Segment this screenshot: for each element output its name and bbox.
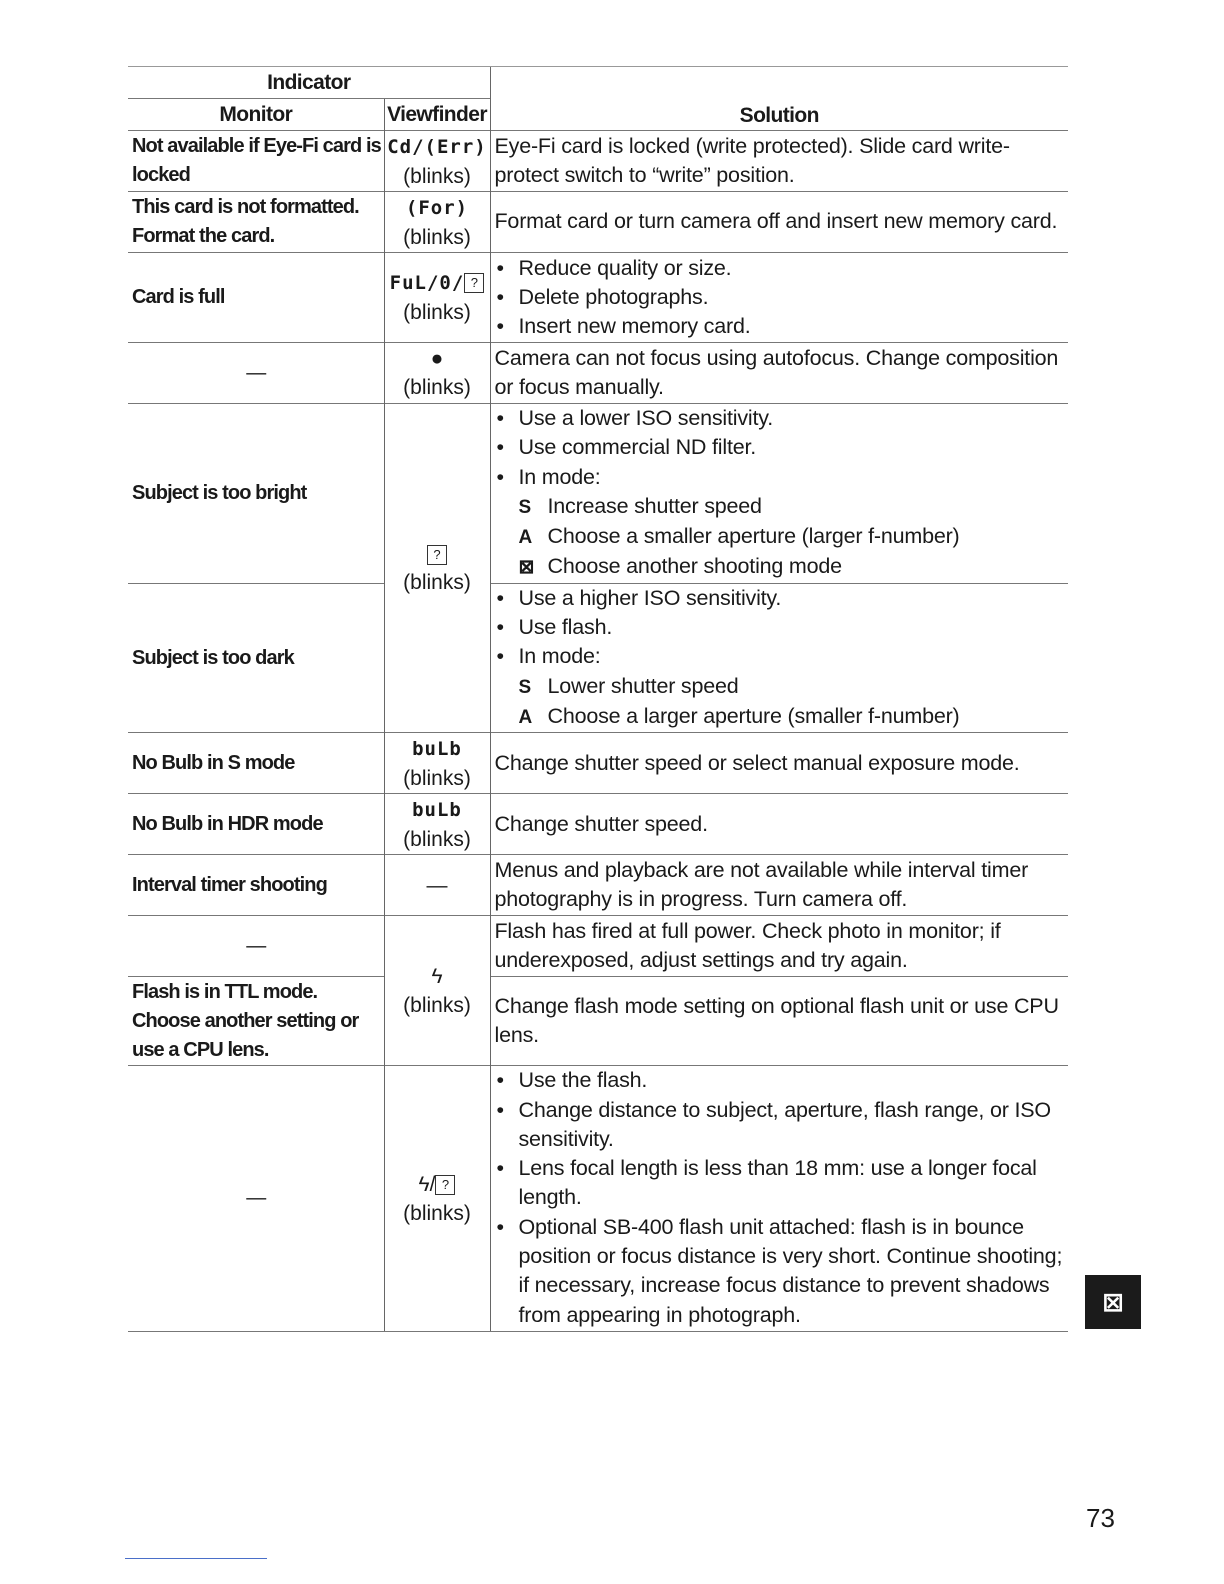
monitor-cell: Subject is too dark (128, 583, 384, 732)
mode-text: Increase shutter speed (547, 493, 762, 518)
blinks-label: (blinks) (403, 225, 471, 249)
mode-line (495, 672, 1069, 702)
monitor-cell: Not available if Eye-Fi card is locked (128, 131, 384, 192)
mode-text: Choose a larger aperture (smaller f-number) (547, 703, 960, 728)
monitor-cell: Card is full (128, 253, 384, 343)
solution-bullet: • Use flash. (495, 613, 1069, 642)
mode-key: A (518, 527, 533, 549)
monitor-cell: — (128, 1066, 384, 1332)
scene-mode-icon: ⊠ (518, 557, 535, 579)
monitor-cell: — (128, 343, 384, 404)
mode-line (495, 492, 1069, 522)
mode-line (495, 702, 1069, 732)
solution-bullet: • Lens focal length is less than 18 mm: use a longer focal length. (495, 1154, 1069, 1213)
footer-rule (125, 1558, 267, 1559)
viewfinder-cell (384, 404, 490, 733)
solution-cell: Change flash mode setting on optional flash unit or use CPU lens. (490, 977, 1068, 1066)
lcd-code: buLb (412, 798, 462, 821)
lcd-code: FuL/0/ (389, 272, 465, 294)
solution-bullet: • Reduce quality or size. (495, 254, 1069, 283)
viewfinder-cell (384, 343, 490, 404)
auto-mode-icon: ? (435, 1175, 455, 1195)
viewfinder-cell (384, 253, 490, 343)
solution-cell: Change shutter speed. (490, 794, 1068, 855)
solution-cell: Flash has fired at full power. Check photo in monitor; if underexposed, adjust settings and try again. (490, 916, 1068, 977)
lcd-code: Cd/(Err) (387, 135, 487, 158)
lcd-code: (For) (405, 196, 469, 219)
viewfinder-cell: — (384, 855, 490, 916)
solution-bullet: • In mode: (495, 463, 1069, 492)
monitor-cell: Interval timer shooting (128, 855, 384, 916)
solution-cell (490, 404, 1068, 584)
solution-bullet: • Use the flash. (495, 1066, 1069, 1095)
blinks-label: (blinks) (403, 827, 471, 851)
troubleshooting-tab-icon: ⊠ (1085, 1275, 1141, 1329)
monitor-cell: No Bulb in S mode (128, 733, 384, 794)
solution-cell: Camera can not focus using autofocus. Change composition or focus manually. (490, 343, 1068, 404)
error-message-table (128, 66, 1068, 1332)
solution-bullet: • Use a higher ISO sensitivity. (495, 584, 1069, 613)
solution-bullet: • In mode: (495, 642, 1069, 671)
viewfinder-cell (384, 1066, 490, 1332)
viewfinder-cell (384, 192, 490, 253)
mode-text: Lower shutter speed (547, 673, 739, 698)
monitor-line: This card is not formatted. (132, 196, 359, 218)
monitor-cell: No Bulb in HDR mode (128, 794, 384, 855)
monitor-cell: — (128, 916, 384, 977)
blinks-label: (blinks) (403, 164, 471, 188)
solution-cell (490, 1066, 1068, 1332)
solution-cell: Format card or turn camera off and insert new memory card. (490, 192, 1068, 253)
mode-key: A (518, 706, 533, 728)
auto-mode-icon: ? (427, 545, 447, 565)
focus-indicator-icon: ● (430, 347, 444, 370)
solution-cell: Menus and playback are not available while interval timer photography is in progress. Turn camera off. (490, 855, 1068, 916)
blinks-label: (blinks) (403, 766, 471, 790)
lcd-code: buLb (412, 737, 462, 760)
solution-header: Solution (490, 67, 1068, 131)
monitor-line: Format the card. (132, 225, 275, 247)
viewfinder-cell (384, 131, 490, 192)
flash-icon: ϟ (431, 964, 443, 988)
solution-bullet: • Delete photographs. (495, 283, 1069, 312)
solution-bullet: • Change distance to subject, aperture, flash range, or ISO sensitivity. (495, 1096, 1069, 1155)
solution-cell (490, 583, 1068, 732)
solution-bullet: • Use a lower ISO sensitivity. (495, 404, 1069, 433)
monitor-cell (128, 192, 384, 253)
solution-bullet: • Optional SB-400 flash unit attached: flash is in bounce position or focus distance is very short. Continue shooting; if necessary, increase focus distance to prevent shadows from appearing in photograph. (495, 1213, 1069, 1330)
auto-mode-icon: ? (464, 273, 484, 293)
solution-bullet: • Use commercial ND filter. (495, 433, 1069, 462)
solution-cell (490, 253, 1068, 343)
mode-text: Choose a smaller aperture (larger f-number) (547, 524, 960, 549)
mode-line (495, 522, 1069, 552)
indicator-header: Indicator (128, 67, 490, 99)
mode-key: S (518, 496, 531, 518)
viewfinder-cell (384, 733, 490, 794)
monitor-header: Monitor (128, 99, 384, 131)
blinks-label: (blinks) (403, 301, 471, 324)
mode-line (495, 552, 1069, 582)
viewfinder-cell (384, 916, 490, 1066)
monitor-cell: Subject is too bright (128, 404, 384, 584)
solution-bullet: • Insert new memory card. (495, 312, 1069, 341)
solution-cell: Change shutter speed or select manual exposure mode. (490, 733, 1068, 794)
blinks-label: (blinks) (403, 993, 471, 1017)
blinks-label: (blinks) (403, 376, 471, 399)
blinks-label: (blinks) (403, 571, 471, 595)
blinks-label: (blinks) (403, 1201, 471, 1225)
solution-cell: Eye-Fi card is locked (write protected). Slide card write-protect switch to “write” position. (490, 131, 1068, 192)
flash-icon: ϟ/ (418, 1172, 436, 1196)
viewfinder-header: Viewfinder (384, 99, 490, 131)
viewfinder-cell (384, 794, 490, 855)
monitor-cell: Flash is in TTL mode. Choose another setting or use a CPU lens. (128, 977, 384, 1066)
mode-text: Choose another shooting mode (547, 554, 842, 579)
page-number: 73 (1086, 1503, 1115, 1533)
mode-key: S (518, 676, 531, 698)
